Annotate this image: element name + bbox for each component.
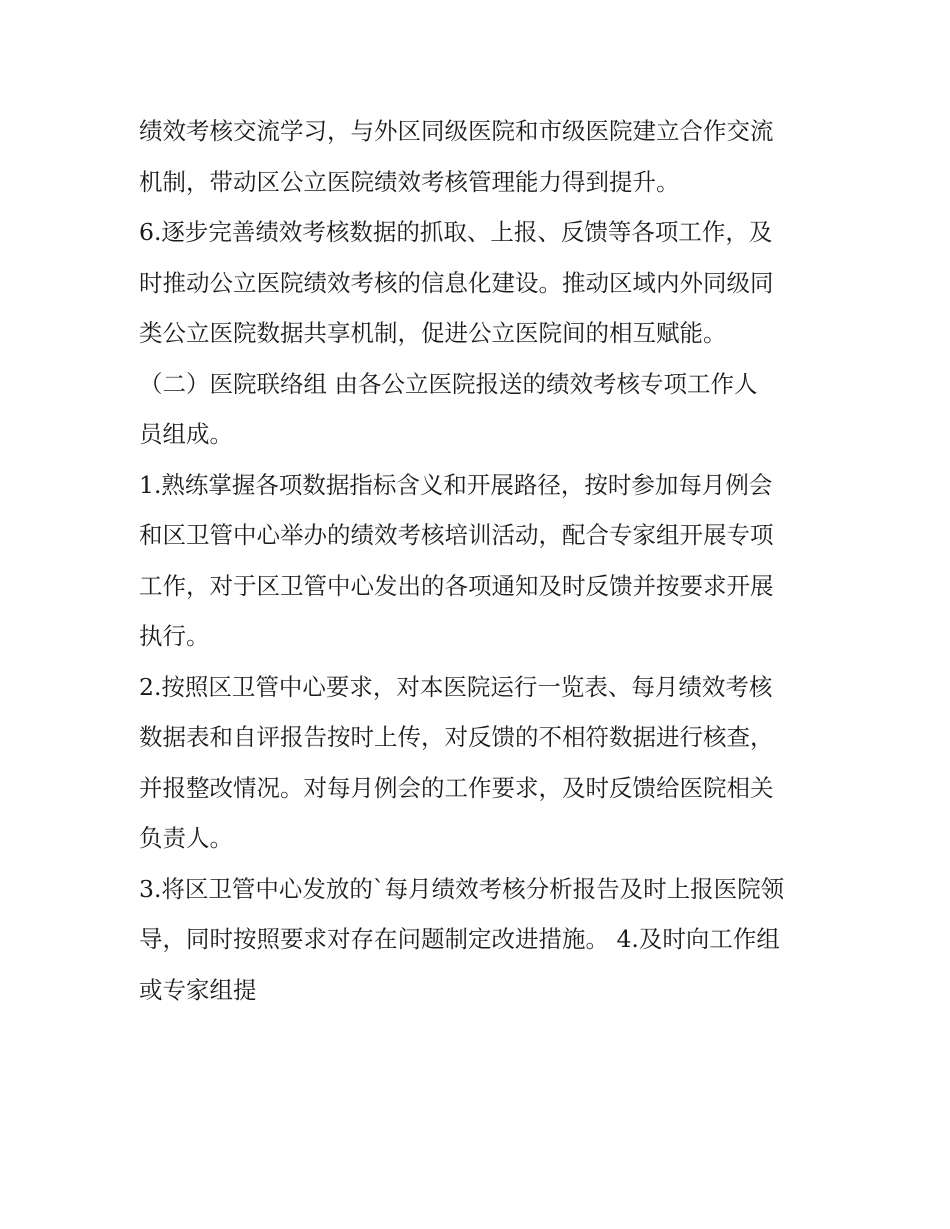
text-line-1: 绩效考核交流学习，与外区同级医院和市级医院建立合作交流 — [139, 117, 774, 145]
text-line-15: 负责人。 — [139, 824, 233, 852]
text-line-16: 3.将区卫管中心发放的`每月绩效考核分析报告及时上报医院领 — [139, 874, 785, 903]
text-line-6: （二）医院联络组 由各公立医院报送的绩效考核专项工作人 — [139, 369, 758, 398]
text-line-7: 员组成。 — [139, 420, 233, 448]
text-line-5: 类公立医院数据共享机制，促进公立医院间的相互赋能。 — [139, 319, 727, 347]
text-line-9: 和区卫管中心举办的绩效考核培训活动，配合专家组开展专项 — [139, 521, 774, 549]
text-line-11: 执行。 — [139, 622, 210, 650]
text-line-4: 时推动公立医院绩效考核的信息化建设。推动区域内外同级同 — [139, 268, 774, 297]
text-line-10: 工作，对于区卫管中心发出的各项通知及时反馈并按要求开展 — [139, 571, 774, 600]
text-line-3: 6.逐步完善绩效考核数据的抓取、上报、反馈等各项工作，及 — [139, 218, 773, 246]
document-body — [139, 106, 819, 1015]
text-line-12: 2.按照区卫管中心要求，对本医院运行一览表、每月绩效考核 — [139, 672, 773, 701]
text-line-17: 导，同时按照要求对存在问题制定改进措施。 4.及时向工作组 — [139, 925, 780, 953]
text-line-2: 机制，带动区公立医院绩效考核管理能力得到提升。 — [139, 167, 680, 196]
text-line-18: 或专家组提 — [139, 975, 257, 1004]
text-line-8: 1.熟练掌握各项数据指标含义和开展路径，按时参加每月例会 — [139, 470, 773, 499]
text-line-13: 数据表和自评报告按时上传，对反馈的不相符数据进行核查， — [139, 723, 774, 751]
text-line-14: 并报整改情况。对每月例会的工作要求，及时反馈给医院相关 — [139, 773, 774, 802]
